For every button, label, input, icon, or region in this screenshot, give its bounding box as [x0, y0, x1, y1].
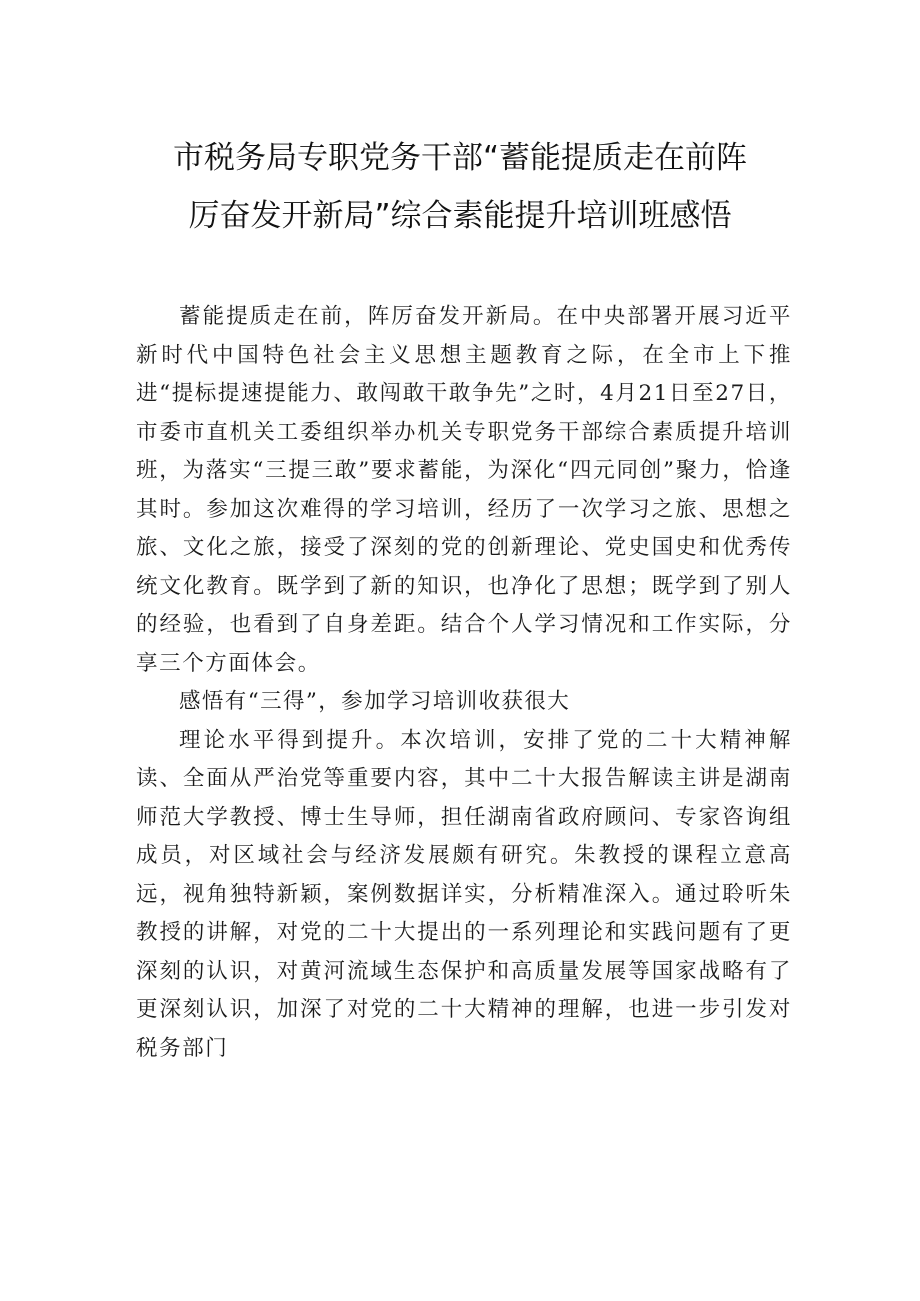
document-body	[136, 298, 792, 1068]
section-heading: 感悟有“三得”，参加学习培训收获很大	[179, 689, 571, 714]
document-title-line-2: 厉奋发开新局”综合素能提升培训班感悟	[188, 198, 732, 234]
paragraph-intro: 蓄能提质走在前，阵厉奋发开新局。在中央部署开展习近平新时代中国特色社会主义思想主题教育之际，在全市上下推进“提标提速提能力、敢闯敢干敢争先”之时，4月21日至27日，市委市直机关工委组织举办机关专职党务干部综合素质提升培训班，为落实“三提三敢”要求蓄能，为深化“四元同创”聚力，恰逢其时。参加这次难得的学习培训，经历了一次学习之旅、思想之旅、文化之旅，接受了深刻的党的创新理论、党史国史和优秀传统文化教育。既学到了新的知识，也净化了思想；既学到了别人的经验，也看到了自身差距。结合个人学习情况和工作实际，分享三个方面体会。	[136, 304, 792, 676]
paragraph-theory: 理论水平得到提升。本次培训，安排了党的二十大精神解读、全面从严治党等重要内容，其中二十大报告解读主讲是湖南师范大学教授、博士生导师，担任湖南省政府顾问、专家咨询组成员，对区域社会与经济发展颇有研究。朱教授的课程立意高远，视角独特新颖，案例数据详实，分析精准深入。通过聆听朱教授的讲解，对党的二十大提出的一系列理论和实践问题有了更深刻的认识，对黄河流域生态保护和高质量发展等国家战略有了更深刻认识，加深了对党的二十大精神的理解，也进一步引发对税务部门	[136, 727, 792, 1061]
document-title-line-1: 市税务局专职党务干部“蓄能提质走在前阵	[172, 140, 748, 176]
